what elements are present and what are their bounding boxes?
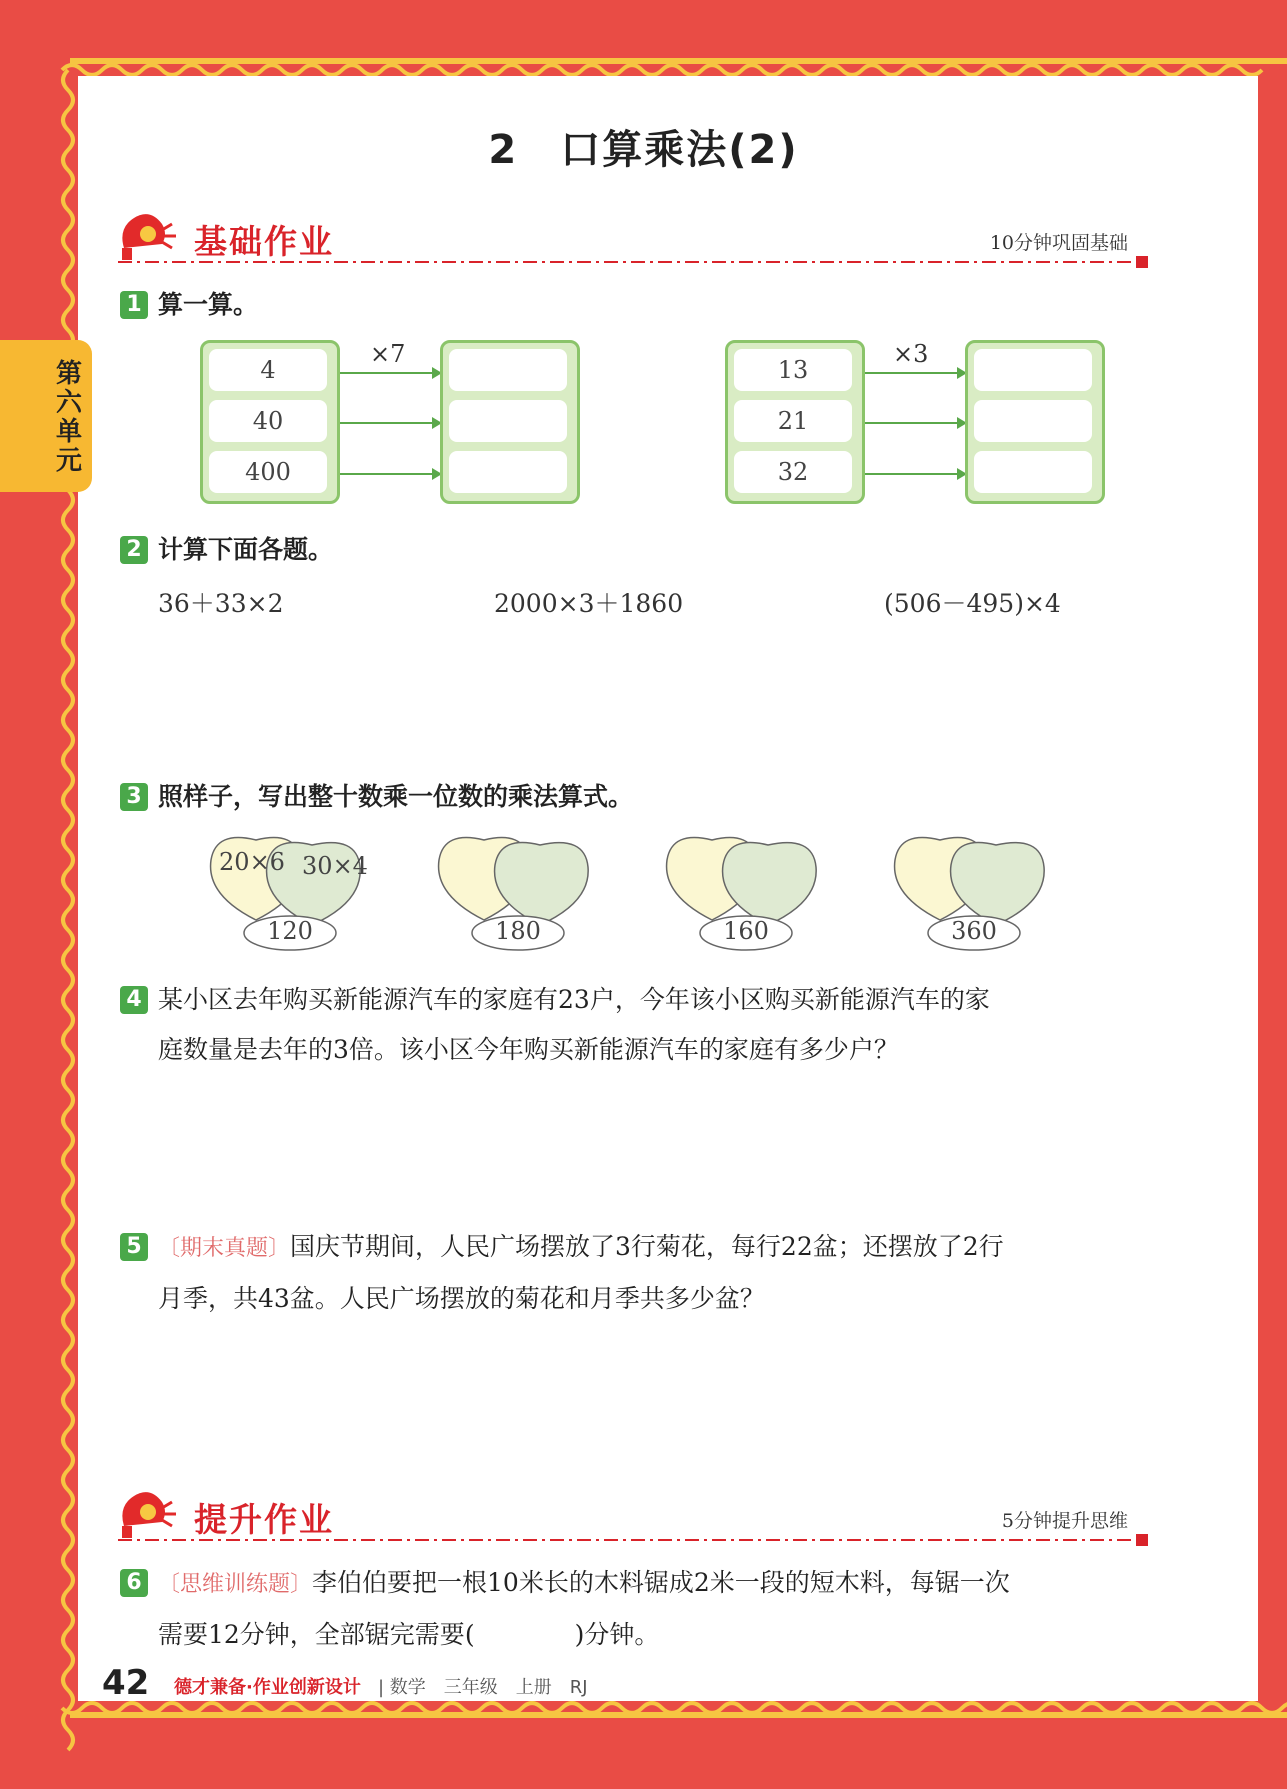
question-1 xyxy=(120,280,258,330)
answer-column-left xyxy=(440,340,580,504)
input-cell: 32 xyxy=(734,451,852,493)
balloon-result: 160 xyxy=(723,917,769,945)
arrow xyxy=(340,422,440,424)
input-cell: 4 xyxy=(209,349,327,391)
question-text-line2: 需要12分钟，全部锯完需要( )分钟。 xyxy=(158,1620,660,1649)
answer-column-right xyxy=(965,340,1105,504)
question-text: 算一算。 xyxy=(158,290,259,319)
question-2 xyxy=(120,525,333,575)
question-text-line2: 月季，共43盆。人民广场摆放的菊花和月季共多少盆？ xyxy=(158,1284,765,1313)
arrow xyxy=(865,422,965,424)
answer-blank[interactable] xyxy=(449,451,567,493)
question-number: 2 xyxy=(120,536,148,564)
question-number: 3 xyxy=(120,783,148,811)
question-number: 5 xyxy=(120,1233,148,1261)
page-number: 42 xyxy=(102,1663,150,1703)
question-4 xyxy=(120,975,1160,1075)
arrow xyxy=(865,473,965,475)
input-cell: 21 xyxy=(734,400,852,442)
arrow xyxy=(340,372,440,374)
answer-blank[interactable] xyxy=(449,349,567,391)
input-cell: 40 xyxy=(209,400,327,442)
arrow xyxy=(340,473,440,475)
question-text-line1: 国庆节期间，人民广场摆放了3行菊花，每行22盆；还摆放了2行 xyxy=(290,1232,1004,1261)
question-number: 6 xyxy=(120,1569,148,1597)
section-title: 提升作业 xyxy=(194,1500,334,1539)
section-title: 基础作业 xyxy=(194,222,334,261)
question-number: 1 xyxy=(120,291,148,319)
balloon-example-left: 20×6 xyxy=(219,848,285,876)
question-tag: 〔思维训练题〕 xyxy=(158,1572,313,1597)
operator-label: ×7 xyxy=(370,340,406,368)
question-text-line1: 某小区去年购买新能源汽车的家庭有23户，今年该小区购买新能源汽车的家 xyxy=(158,985,990,1014)
question-tag: 〔期末真题〕 xyxy=(158,1236,291,1261)
question-text: 计算下面各题。 xyxy=(158,535,334,564)
section-divider xyxy=(118,1530,1158,1550)
balloon-result: 120 xyxy=(267,917,313,945)
section-note: 5分钟提升思维 xyxy=(1001,1510,1128,1532)
answer-blank[interactable] xyxy=(974,349,1092,391)
balloon-example-right: 30×4 xyxy=(302,852,368,880)
balloon-result: 180 xyxy=(495,917,541,945)
question-5 xyxy=(120,1222,1160,1324)
answer-blank[interactable] xyxy=(974,400,1092,442)
section-header-advanced xyxy=(118,1488,1158,1548)
balloon-result: 360 xyxy=(951,917,997,945)
question-3 xyxy=(120,772,633,822)
input-cell: 13 xyxy=(734,349,852,391)
input-column-left xyxy=(200,340,340,504)
expression: 36＋33×2 xyxy=(158,589,284,618)
section-note: 10分钟巩固基础 xyxy=(989,232,1128,254)
section-divider xyxy=(118,252,1158,272)
section-header-basic xyxy=(118,210,1158,270)
expression: 2000×3＋1860 xyxy=(494,589,684,618)
page-title: 2 口算乘法(2) xyxy=(488,127,799,173)
input-column-right xyxy=(725,340,865,504)
answer-blank[interactable] xyxy=(449,400,567,442)
answer-blank[interactable] xyxy=(974,451,1092,493)
question-6 xyxy=(120,1558,1160,1660)
input-cell: 400 xyxy=(209,451,327,493)
question-number: 4 xyxy=(120,986,148,1014)
question-text: 照样子，写出整十数乘一位数的乘法算式。 xyxy=(158,782,634,811)
operator-label: ×3 xyxy=(893,340,929,368)
footer-brand: 德才兼备·作业创新设计 xyxy=(174,1677,361,1698)
unit-side-tab-label: 第六单元 xyxy=(55,359,82,476)
footer-info: | 数学 三年级 上册 RJ xyxy=(378,1677,588,1698)
question-text-line1: 李伯伯要把一根10米长的木料锯成2米一段的短木料，每锯一次 xyxy=(312,1568,1010,1597)
question-text-line2: 庭数量是去年的3倍。该小区今年购买新能源汽车的家庭有多少户？ xyxy=(158,1035,899,1064)
arrow xyxy=(865,372,965,374)
unit-side-tab xyxy=(0,340,92,492)
expression: (506－495)×4 xyxy=(884,589,1061,618)
